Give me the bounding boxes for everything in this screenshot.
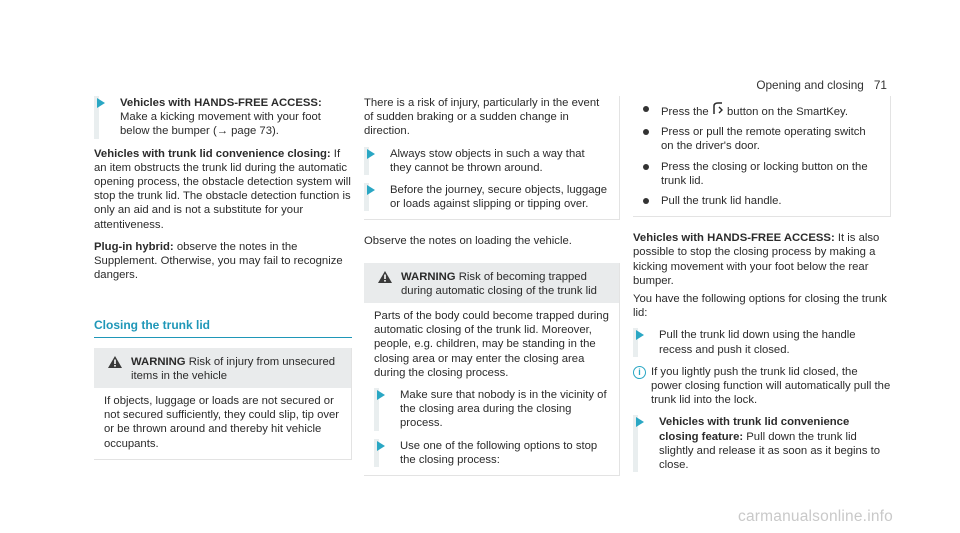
warning-box <box>364 263 620 476</box>
arrow-right-icon <box>377 390 385 400</box>
column-3 <box>633 96 891 480</box>
warning-continued-box <box>364 96 620 220</box>
page-header <box>756 78 887 92</box>
bullet-dot <box>643 129 649 135</box>
step-bullet <box>633 328 891 356</box>
paragraph-text: It is also possible to stop the closing process by making a kicking movement with your foot below the rear bumper. <box>633 232 880 287</box>
step-bullet <box>94 96 352 139</box>
arrow-right-icon <box>636 330 644 340</box>
warning-title: Risk of injury from unsecured items in the vehicle <box>131 355 336 382</box>
bullet-text: Pull down the trunk lid slightly and release it as soon as it begins to close. <box>659 430 881 472</box>
info-icon: i <box>633 366 646 379</box>
bullet-dot <box>643 164 649 170</box>
paragraph-heading: Plug-in hybrid: <box>94 240 174 253</box>
arrow-right-icon <box>636 417 644 427</box>
bullet-text: Make sure that nobody is in the vicinity of the closing area during the closing process. <box>400 389 607 430</box>
paragraph-heading: Vehicles with trunk lid convenience closing: <box>94 147 331 160</box>
header-title: Opening and closing <box>756 78 864 92</box>
bullet-heading: Vehicles with HANDS-FREE ACCESS: <box>120 97 322 109</box>
list-item <box>641 125 880 153</box>
step-bullet <box>364 147 609 175</box>
step-bullet <box>633 415 891 472</box>
arrow-right-icon <box>367 149 375 159</box>
list-item <box>641 102 880 119</box>
list-item-text: button on the SmartKey. <box>723 106 848 118</box>
column-1 <box>94 96 352 468</box>
watermark: carmanualsonline.info <box>738 508 893 525</box>
column-2 <box>364 96 620 484</box>
bullet-text: Use one of the following options to stop the closing process: <box>400 439 598 466</box>
bullet-text: Make a kicking movement with your foot below the bumper (→ page 73). <box>120 111 321 138</box>
paragraph-text: observe the notes in the Supplement. Otherwise, you may fail to recognize dangers. <box>94 240 343 282</box>
bullet-dot <box>643 106 649 112</box>
options-list <box>633 102 880 208</box>
warning-label: WARNING <box>401 270 456 283</box>
bullet-text: Pull the trunk lid down using the handle recess and push it closed. <box>659 329 856 356</box>
bullet-heading: Vehicles with trunk lid convenience closing feature: <box>659 416 850 443</box>
step-bullet <box>374 388 609 431</box>
list-item-text: Press or pull the remote operating switch on the driver's door. <box>661 126 866 153</box>
warning-body: If objects, luggage or loads are not secured or not secured sufficiently, they could slip, tip over or be thrown around and thereby hit vehicle occupants. <box>104 395 340 450</box>
paragraph: You have the following options for closing the trunk lid: <box>633 293 887 320</box>
section-title: Closing the trunk lid <box>94 318 352 337</box>
paragraph <box>94 240 352 283</box>
page-number: 71 <box>873 78 887 92</box>
paragraph: Parts of the body could become trapped during automatic closing of the trunk lid. Moreover, people, e.g. children, may be standing in the closing area or may enter the closing area during the closing process. <box>374 310 609 379</box>
arrow-right-icon <box>377 441 385 451</box>
options-list-box <box>633 96 891 217</box>
bullet-text: Before the journey, secure objects, luggage or loads against slipping or tipping over. <box>390 184 608 211</box>
warning-label: WARNING <box>131 355 186 368</box>
list-item-text: Press the <box>661 106 712 118</box>
warning-header <box>94 348 351 388</box>
warning-body <box>364 303 619 475</box>
list-item-text: Pull the trunk lid handle. <box>661 195 782 208</box>
step-bullet <box>374 439 609 467</box>
warning-box <box>94 348 352 460</box>
paragraph <box>94 147 352 232</box>
paragraph-heading: Vehicles with HANDS-FREE ACCESS: <box>633 232 835 245</box>
warning-triangle-icon <box>108 356 122 368</box>
warning-title: Risk of becoming trapped during automatic closing of the trunk lid <box>401 270 597 297</box>
step-bullet <box>364 183 609 211</box>
warning-header <box>364 263 619 303</box>
warning-triangle-icon <box>378 271 392 283</box>
bullet-text: Always stow objects in such a way that they cannot be thrown around. <box>390 147 585 174</box>
bullet-dot <box>643 198 649 204</box>
list-item <box>641 160 880 188</box>
list-item-text: Press the closing or locking button on the trunk lid. <box>661 160 868 187</box>
arrow-right-icon <box>367 185 375 195</box>
trunk-key-icon <box>712 102 724 115</box>
paragraph: Observe the notes on loading the vehicle. <box>364 235 572 248</box>
info-text: If you lightly push the trunk lid closed, the power closing function will automatically pull the trunk lid into the lock. <box>651 365 891 407</box>
arrow-right-icon <box>97 98 105 108</box>
paragraph <box>633 231 891 288</box>
paragraph-text: If an item obstructs the trunk lid during the automatic opening process, the obstacle detection system will stop the trunk lid. The obstacle detection function is only an aid and is not a substitute for your attentiveness. <box>94 147 351 231</box>
list-item <box>641 194 880 208</box>
paragraph: There is a risk of injury, particularly in the event of sudden braking or a sudden change in direction. <box>364 97 600 138</box>
info-note <box>633 365 891 408</box>
